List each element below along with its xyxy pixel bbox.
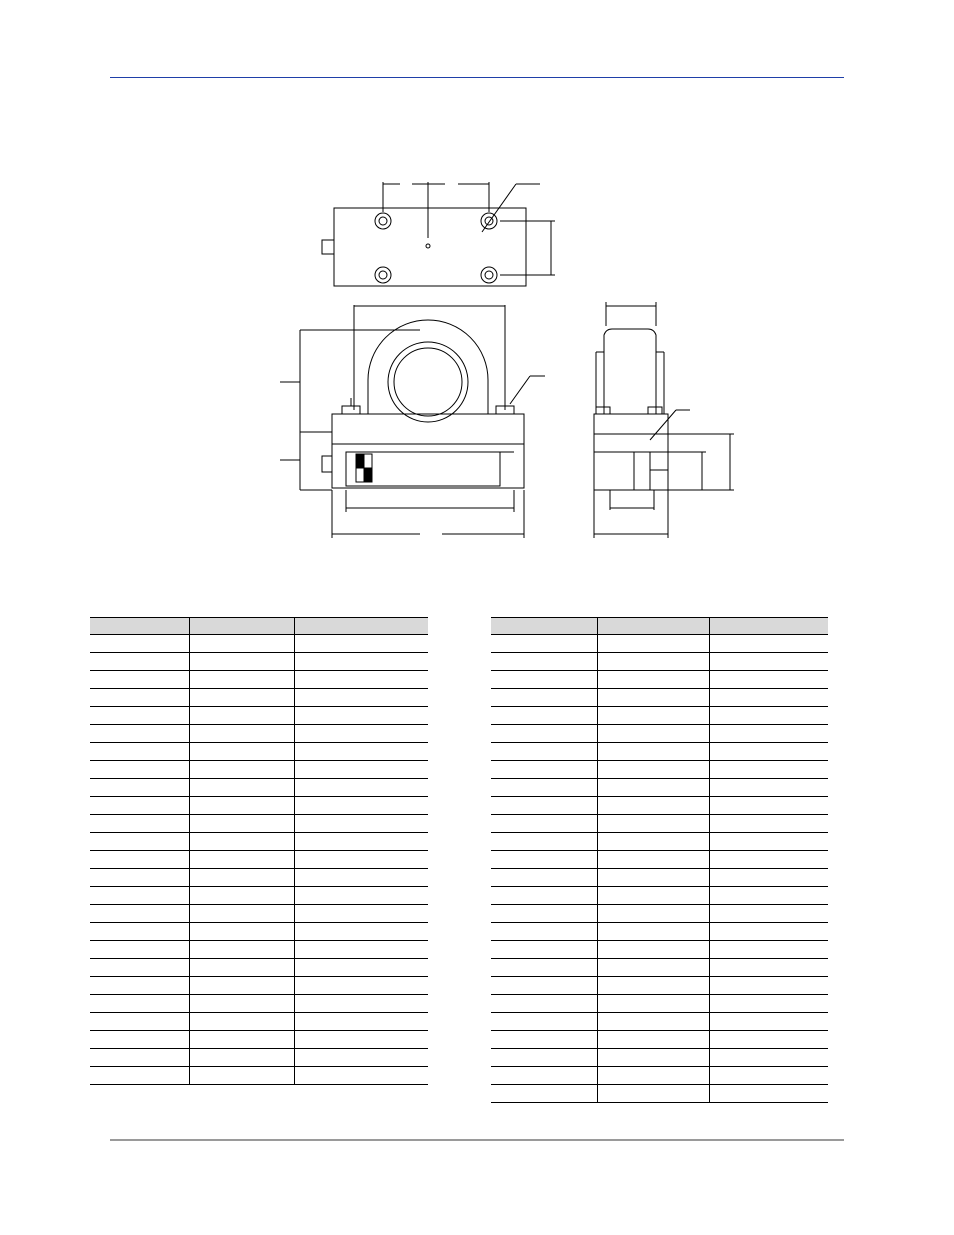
table-cell (491, 851, 597, 869)
table-row (90, 671, 428, 689)
table-cell (709, 905, 828, 923)
housing-arch (368, 320, 488, 414)
table-cell (709, 689, 828, 707)
table-cell (709, 995, 828, 1013)
table-cell (189, 743, 294, 761)
table-cell (189, 671, 294, 689)
table-cell (597, 1013, 709, 1031)
table-cell (597, 941, 709, 959)
table-cell (189, 923, 294, 941)
table-cell (189, 1049, 294, 1067)
table-cell (709, 869, 828, 887)
table-cell (90, 671, 189, 689)
bolt-head-icon (342, 406, 360, 414)
table-cell (90, 635, 189, 653)
table-header-cell (597, 618, 709, 635)
table-cell (294, 995, 428, 1013)
table-cell (294, 905, 428, 923)
table-row (90, 707, 428, 725)
table-cell (90, 1049, 189, 1067)
technical-drawing (0, 0, 954, 600)
table-cell (90, 815, 189, 833)
table-cell (709, 779, 828, 797)
table-cell (491, 779, 597, 797)
table-cell (90, 653, 189, 671)
table-cell (491, 959, 597, 977)
table-row (90, 797, 428, 815)
table-cell (597, 797, 709, 815)
table-row (90, 1067, 428, 1085)
table-cell (189, 761, 294, 779)
table-cell (90, 887, 189, 905)
table-row (491, 1013, 828, 1031)
leader-line (510, 376, 530, 404)
table-cell (709, 653, 828, 671)
table-cell (294, 869, 428, 887)
table-cell (709, 1031, 828, 1049)
table-cell (491, 671, 597, 689)
table-cell (597, 869, 709, 887)
table-row (90, 923, 428, 941)
table-row (90, 941, 428, 959)
table-cell (90, 977, 189, 995)
table-cell (597, 761, 709, 779)
table-row (491, 743, 828, 761)
table-cell (294, 1049, 428, 1067)
table-row (90, 833, 428, 851)
table-cell (491, 887, 597, 905)
table-cell (597, 779, 709, 797)
housing-side (604, 329, 656, 414)
table-cell (491, 977, 597, 995)
table-row (491, 761, 828, 779)
table-cell (189, 725, 294, 743)
table-cell (709, 797, 828, 815)
table-cell (189, 1013, 294, 1031)
table-cell (90, 995, 189, 1013)
table-cell (709, 1049, 828, 1067)
table-cell (491, 1013, 597, 1031)
table-cell (709, 959, 828, 977)
table-row (90, 905, 428, 923)
table-cell (90, 959, 189, 977)
table-header-cell (294, 618, 428, 635)
table-cell (597, 1031, 709, 1049)
table-cell (90, 851, 189, 869)
mount-hole-icon (375, 267, 391, 283)
table-cell (189, 905, 294, 923)
table-cell (491, 635, 597, 653)
table-cell (709, 851, 828, 869)
table-cell (90, 725, 189, 743)
table-cell (709, 743, 828, 761)
table-cell (189, 689, 294, 707)
table-cell (294, 725, 428, 743)
bolt-head-icon (648, 407, 662, 414)
table-cell (90, 743, 189, 761)
table-cell (709, 707, 828, 725)
table-cell (294, 1067, 428, 1085)
table-cell (597, 635, 709, 653)
table-cell (597, 1067, 709, 1085)
table-cell (709, 1067, 828, 1085)
table-cell (189, 833, 294, 851)
table-cell (90, 797, 189, 815)
table-header-cell (709, 618, 828, 635)
table-row (90, 1049, 428, 1067)
table-row (491, 923, 828, 941)
table-cell (189, 707, 294, 725)
table-cell (709, 887, 828, 905)
table-cell (491, 833, 597, 851)
table-cell (189, 851, 294, 869)
table-cell (491, 1085, 597, 1103)
table-cell (294, 797, 428, 815)
table-cell (709, 1013, 828, 1031)
table-cell (491, 761, 597, 779)
bolt-head-icon (596, 407, 610, 414)
table-row (491, 815, 828, 833)
table-cell (294, 977, 428, 995)
table-cell (491, 1049, 597, 1067)
table-cell (491, 725, 597, 743)
table-row (491, 869, 828, 887)
table-cell (294, 653, 428, 671)
table-cell (709, 635, 828, 653)
table-cell (597, 923, 709, 941)
table-cell (709, 725, 828, 743)
table-cell (189, 1067, 294, 1085)
table-cell (491, 923, 597, 941)
table-cell (294, 635, 428, 653)
table-cell (597, 1049, 709, 1067)
table-cell (90, 761, 189, 779)
table-cell (294, 815, 428, 833)
table-cell (294, 707, 428, 725)
table-cell (597, 707, 709, 725)
table-cell (491, 905, 597, 923)
table-cell (491, 707, 597, 725)
table-row (491, 995, 828, 1013)
table-cell (294, 761, 428, 779)
table-cell (294, 1013, 428, 1031)
table-cell (189, 1031, 294, 1049)
table-cell (597, 977, 709, 995)
table-cell (189, 797, 294, 815)
dimension-table-left (90, 617, 428, 1085)
table-row (491, 941, 828, 959)
dimension-table-right (491, 617, 828, 1103)
table-row (90, 869, 428, 887)
table-cell (709, 671, 828, 689)
table-cell (491, 797, 597, 815)
table-cell (597, 743, 709, 761)
top-view (322, 182, 555, 286)
table-cell (294, 671, 428, 689)
mount-hole-icon (375, 213, 391, 229)
table-cell (294, 779, 428, 797)
table-cell (597, 905, 709, 923)
table-cell (491, 995, 597, 1013)
table-row (90, 1013, 428, 1031)
table-row (491, 725, 828, 743)
table-row (90, 851, 428, 869)
bore-inner (394, 348, 462, 416)
table-row (491, 1031, 828, 1049)
table-row (491, 905, 828, 923)
table-cell (294, 743, 428, 761)
table-row (491, 779, 828, 797)
top-view-fitting (322, 240, 334, 254)
table-row (90, 887, 428, 905)
table-row (491, 833, 828, 851)
table-header-cell (491, 618, 597, 635)
table-row (90, 995, 428, 1013)
table-cell (294, 941, 428, 959)
table-cell (597, 833, 709, 851)
table-cell (90, 869, 189, 887)
table-row (491, 689, 828, 707)
table-cell (90, 707, 189, 725)
table-cell (491, 1067, 597, 1085)
table-cell (597, 1085, 709, 1103)
table-cell (709, 923, 828, 941)
table-cell (597, 815, 709, 833)
table-cell (294, 887, 428, 905)
table-row (491, 1085, 828, 1103)
table-row (491, 707, 828, 725)
table-row (90, 725, 428, 743)
table-row (491, 671, 828, 689)
table-cell (709, 977, 828, 995)
table-cell (597, 671, 709, 689)
table-cell (90, 905, 189, 923)
table-row (90, 743, 428, 761)
table-cell (90, 923, 189, 941)
table-row (90, 1031, 428, 1049)
table-cell (189, 869, 294, 887)
table-cell (90, 779, 189, 797)
housing-base (332, 414, 524, 444)
table-cell (597, 653, 709, 671)
table-cell (294, 689, 428, 707)
table-row (491, 851, 828, 869)
table-cell (294, 959, 428, 977)
table-row (491, 977, 828, 995)
table-cell (189, 995, 294, 1013)
table-row (491, 1049, 828, 1067)
table-cell (709, 833, 828, 851)
front-view (280, 305, 545, 538)
table-cell (189, 635, 294, 653)
mount-hole-icon (481, 213, 497, 229)
mount-hole-icon (481, 267, 497, 283)
table-cell (709, 815, 828, 833)
footer-rule (110, 1139, 844, 1141)
table-header-cell (90, 618, 189, 635)
table-cell (597, 887, 709, 905)
table-row (90, 761, 428, 779)
bore-outer (388, 342, 468, 422)
table-row (491, 887, 828, 905)
table-cell (90, 1031, 189, 1049)
table-cell (90, 1013, 189, 1031)
table-row (491, 1067, 828, 1085)
table-cell (90, 833, 189, 851)
side-view (594, 302, 734, 538)
table-row (90, 959, 428, 977)
table-cell (189, 977, 294, 995)
table-header-row (90, 618, 428, 635)
table-cell (597, 959, 709, 977)
table-cell (294, 1031, 428, 1049)
table-cell (189, 815, 294, 833)
table-row (90, 779, 428, 797)
table-header-cell (189, 618, 294, 635)
table-cell (294, 833, 428, 851)
table-header-row (491, 618, 828, 635)
label-plate-icon (356, 454, 372, 482)
table-cell (491, 689, 597, 707)
table-cell (491, 815, 597, 833)
table-row (90, 635, 428, 653)
table-cell (491, 869, 597, 887)
table-row (90, 653, 428, 671)
table-cell (491, 941, 597, 959)
table-cell (189, 779, 294, 797)
center-hole-icon (426, 244, 430, 248)
table-cell (597, 995, 709, 1013)
table-cell (709, 1085, 828, 1103)
table-cell (597, 689, 709, 707)
table-row (491, 635, 828, 653)
table-row (90, 977, 428, 995)
table-cell (597, 851, 709, 869)
table-cell (294, 923, 428, 941)
table-row (491, 797, 828, 815)
table-cell (90, 941, 189, 959)
table-cell (189, 959, 294, 977)
cable-fitting (322, 456, 332, 472)
table-cell (189, 653, 294, 671)
table-cell (491, 1031, 597, 1049)
table-cell (189, 887, 294, 905)
table-row (90, 689, 428, 707)
table-row (90, 815, 428, 833)
table-cell (90, 1067, 189, 1085)
table-row (491, 653, 828, 671)
table-cell (90, 689, 189, 707)
table-row (491, 959, 828, 977)
table-cell (294, 851, 428, 869)
table-cell (491, 653, 597, 671)
table-cell (189, 941, 294, 959)
table-cell (597, 725, 709, 743)
table-cell (491, 743, 597, 761)
table-cell (709, 761, 828, 779)
table-cell (709, 941, 828, 959)
